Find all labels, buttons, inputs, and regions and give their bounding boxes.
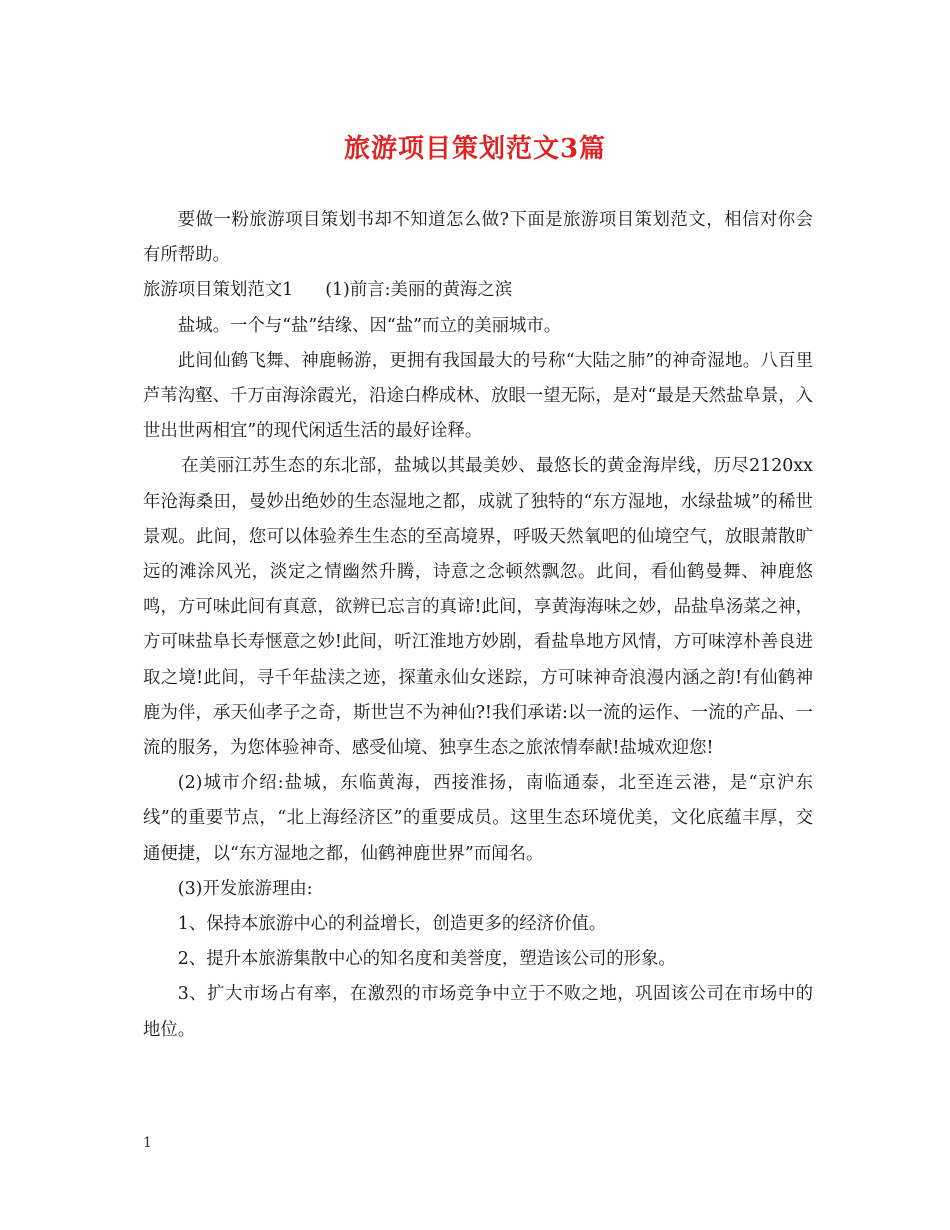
paragraph-wetland: 此间仙鹤飞舞、神鹿畅游，更拥有我国最大的号称“大陆之肺”的神奇湿地。八百里芦苇沟壑、千万亩海涂霞光，沿途白桦成林、放眼一望无际，是对“最是天然盐阜景，入世出世两相宜”的现代闲适生活的最好诠释。	[143, 350, 813, 442]
intro-paragraph: 要做一粉旅游项目策划书却不知道怎么做?下面是旅游项目策划范文，相信对你会有所帮助。	[143, 210, 813, 266]
paragraph-city-intro: 盐城。一个与“盐”结缘、因“盐”而立的美丽城市。	[177, 315, 562, 336]
paragraph-reasons-heading: (3)开发旅游理由:	[177, 878, 313, 899]
document-body	[143, 203, 813, 1048]
list-item-1: 1、保持本旅游中心的利益增长，创造更多的经济价值。	[177, 914, 607, 935]
section-subheading: (1)前言:美丽的黄海之滨	[325, 280, 513, 301]
list-item-3: 3、扩大市场占有率，在激烈的市场竞争中立于不败之地，巩固该公司在市场中的地位。	[143, 984, 813, 1040]
list-item-2: 2、提升本旅游集散中心的知名度和美誉度，塑造该公司的形象。	[177, 949, 676, 970]
page-number: 1	[143, 1135, 152, 1151]
section-heading-label: 旅游项目策划范文1	[143, 280, 294, 301]
paragraph-northeast: 在美丽江苏生态的东北部，盐城以其最美妙、最悠长的黄金海岸线，历尽2120xx年沧海桑田，曼妙出绝妙的生态湿地之都，成就了独特的“东方湿地，水绿盐城”的稀世景观。此间，您可以体验养生生态的至高境界，呼吸天然氧吧的仙境空气，放眼萧散旷远的滩涂风光，淡定之情幽然升腾，诗意之念顿然飘忽。此间，看仙鹤曼舞、神鹿悠鸣，方可味此间有真意，欲辨已忘言的真谛!此间，享黄海海味之妙，品盐阜汤菜之神，方可味盐阜长寿惬意之妙!此间，听江淮地方妙剧，看盐阜地方风情，方可味淳朴善良进取之境!此间，寻千年盐渎之迹，探董永仙女迷踪，方可味神奇浪漫内涵之韵!有仙鹤神鹿为伴，承天仙孝子之奇，斯世岂不为神仙?!我们承诺:以一流的运作、一流的产品、一流的服务，为您体验神奇、感受仙境、独享生态之旅浓情奉献!盐城欢迎您!	[143, 456, 813, 759]
paragraph-city-description: (2)城市介绍:盐城，东临黄海，西接淮扬，南临通泰，北至连云港，是“京沪东线”的重要节点，“北上海经济区”的重要成员。这里生态环境优美，文化底蕴丰厚，交通便捷，以“东方湿地之都，仙鹤神鹿世界”而闻名。	[143, 773, 813, 864]
section-heading	[143, 273, 813, 308]
document-title: 旅游项目策划范文3篇	[343, 134, 607, 164]
